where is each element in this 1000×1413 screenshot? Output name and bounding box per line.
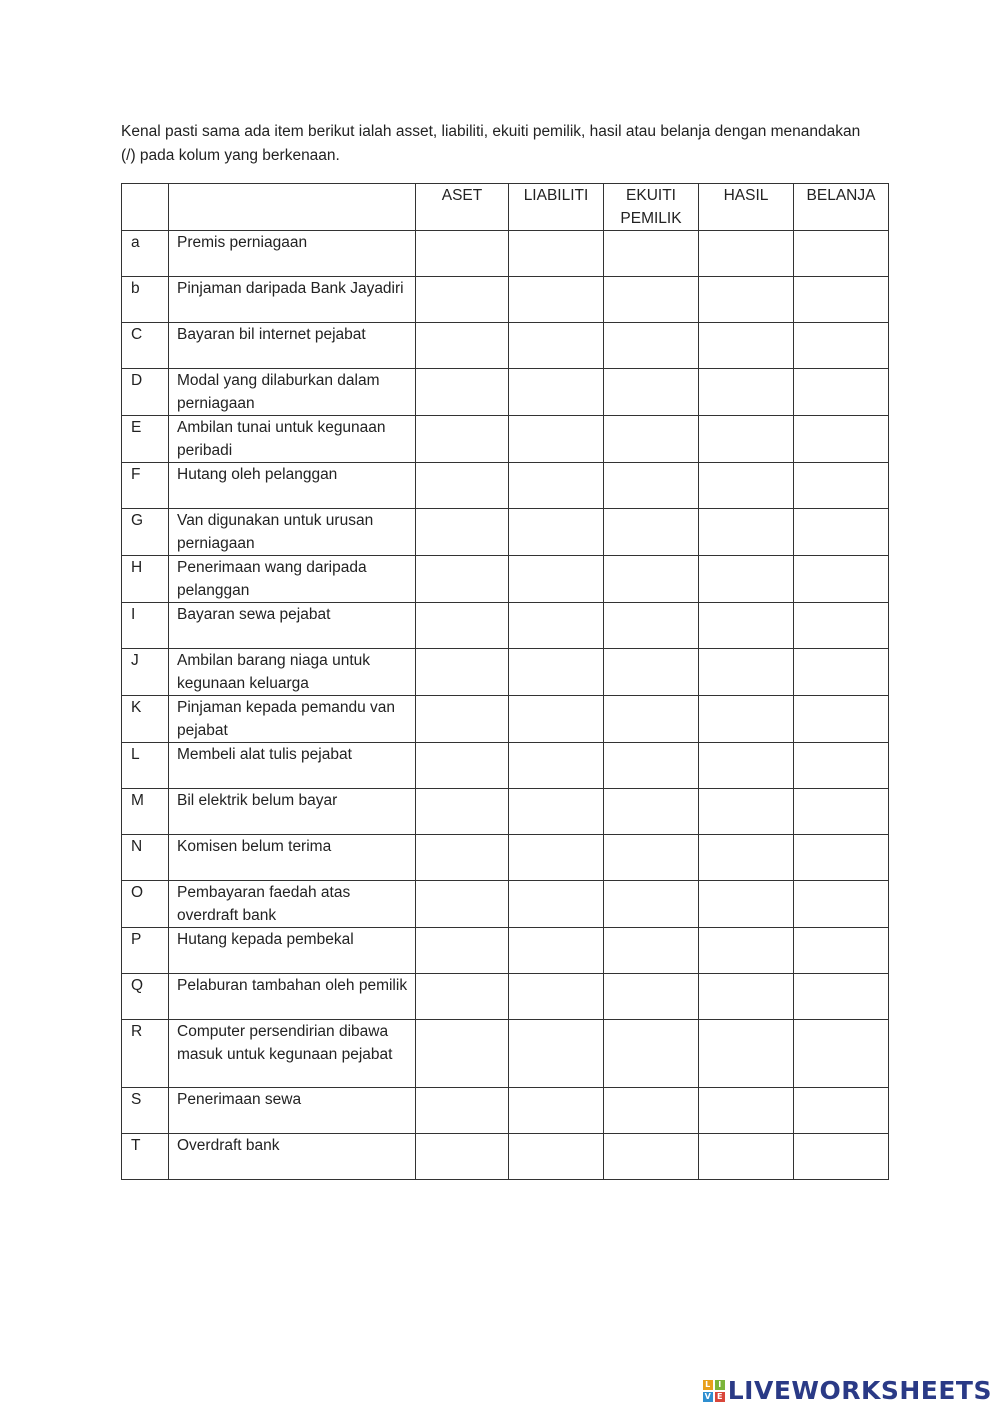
mark-cell-ekuiti-pemilik[interactable] — [604, 463, 699, 509]
mark-cell-liabiliti[interactable] — [509, 974, 604, 1020]
mark-cell-aset[interactable] — [416, 277, 509, 323]
table-row — [122, 1088, 889, 1134]
row-item: Computer persendirian dibawa masuk untuk kegunaan pejabat — [169, 1020, 416, 1088]
table-row — [122, 277, 889, 323]
mark-cell-hasil[interactable] — [699, 649, 794, 696]
mark-cell-liabiliti[interactable] — [509, 743, 604, 789]
mark-cell-hasil[interactable] — [699, 974, 794, 1020]
mark-cell-aset[interactable] — [416, 881, 509, 928]
classification-table — [121, 183, 889, 1180]
mark-cell-hasil[interactable] — [699, 881, 794, 928]
column-header-aset: ASET — [416, 184, 509, 231]
row-letter: a — [122, 231, 169, 277]
mark-cell-ekuiti-pemilik[interactable] — [604, 1020, 699, 1088]
mark-cell-aset[interactable] — [416, 231, 509, 277]
mark-cell-aset[interactable] — [416, 1020, 509, 1088]
row-item: Overdraft bank — [169, 1134, 416, 1180]
row-item: Membeli alat tulis pejabat — [169, 743, 416, 789]
row-item: Van digunakan untuk urusan perniagaan — [169, 509, 416, 556]
mark-cell-ekuiti-pemilik[interactable] — [604, 974, 699, 1020]
mark-cell-liabiliti[interactable] — [509, 603, 604, 649]
table-row — [122, 556, 889, 603]
mark-cell-hasil[interactable] — [699, 509, 794, 556]
mark-cell-belanja[interactable] — [794, 881, 889, 928]
mark-cell-ekuiti-pemilik[interactable] — [604, 1134, 699, 1180]
column-header-ekuiti-pemilik: EKUITI PEMILIK — [604, 184, 699, 231]
mark-cell-aset[interactable] — [416, 323, 509, 369]
mark-cell-belanja[interactable] — [794, 743, 889, 789]
row-item: Komisen belum terima — [169, 835, 416, 881]
mark-cell-belanja[interactable] — [794, 928, 889, 974]
row-item: Bayaran bil internet pejabat — [169, 323, 416, 369]
mark-cell-ekuiti-pemilik[interactable] — [604, 603, 699, 649]
header-row — [122, 184, 889, 231]
mark-cell-hasil[interactable] — [699, 1134, 794, 1180]
mark-cell-belanja[interactable] — [794, 416, 889, 463]
row-letter: K — [122, 696, 169, 743]
row-letter: Q — [122, 974, 169, 1020]
mark-cell-belanja[interactable] — [794, 1020, 889, 1088]
mark-cell-aset[interactable] — [416, 603, 509, 649]
mark-cell-ekuiti-pemilik[interactable] — [604, 743, 699, 789]
table-row — [122, 369, 889, 416]
mark-cell-belanja[interactable] — [794, 603, 889, 649]
mark-cell-liabiliti[interactable] — [509, 928, 604, 974]
mark-cell-ekuiti-pemilik[interactable] — [604, 789, 699, 835]
row-item: Premis perniagaan — [169, 231, 416, 277]
table-row — [122, 1020, 889, 1088]
row-item: Ambilan tunai untuk kegunaan peribadi — [169, 416, 416, 463]
row-letter: I — [122, 603, 169, 649]
row-item: Pinjaman kepada pemandu van pejabat — [169, 696, 416, 743]
row-item: Pelaburan tambahan oleh pemilik — [169, 974, 416, 1020]
mark-cell-liabiliti[interactable] — [509, 277, 604, 323]
mark-cell-hasil[interactable] — [699, 1088, 794, 1134]
row-letter: T — [122, 1134, 169, 1180]
mark-cell-ekuiti-pemilik[interactable] — [604, 696, 699, 743]
row-item: Hutang kepada pembekal — [169, 928, 416, 974]
table-row — [122, 323, 889, 369]
mark-cell-aset[interactable] — [416, 743, 509, 789]
mark-cell-belanja[interactable] — [794, 463, 889, 509]
table-row — [122, 789, 889, 835]
row-letter: F — [122, 463, 169, 509]
row-item: Penerimaan sewa — [169, 1088, 416, 1134]
mark-cell-liabiliti[interactable] — [509, 1020, 604, 1088]
row-item: Modal yang dilaburkan dalam perniagaan — [169, 369, 416, 416]
mark-cell-liabiliti[interactable] — [509, 649, 604, 696]
row-letter: D — [122, 369, 169, 416]
mark-cell-hasil[interactable] — [699, 696, 794, 743]
mark-cell-aset[interactable] — [416, 789, 509, 835]
row-letter: L — [122, 743, 169, 789]
mark-cell-hasil[interactable] — [699, 277, 794, 323]
mark-cell-liabiliti[interactable] — [509, 696, 604, 743]
mark-cell-ekuiti-pemilik[interactable] — [604, 556, 699, 603]
table-row — [122, 1134, 889, 1180]
mark-cell-ekuiti-pemilik[interactable] — [604, 231, 699, 277]
mark-cell-hasil[interactable] — [699, 231, 794, 277]
mark-cell-aset[interactable] — [416, 463, 509, 509]
mark-cell-aset[interactable] — [416, 1134, 509, 1180]
row-letter: b — [122, 277, 169, 323]
logo-block-e: E — [715, 1392, 725, 1402]
mark-cell-belanja[interactable] — [794, 556, 889, 603]
mark-cell-aset[interactable] — [416, 1088, 509, 1134]
column-header-belanja: BELANJA — [794, 184, 889, 231]
mark-cell-liabiliti[interactable] — [509, 369, 604, 416]
mark-cell-liabiliti[interactable] — [509, 323, 604, 369]
mark-cell-ekuiti-pemilik[interactable] — [604, 277, 699, 323]
mark-cell-aset[interactable] — [416, 928, 509, 974]
mark-cell-hasil[interactable] — [699, 463, 794, 509]
mark-cell-hasil[interactable] — [699, 323, 794, 369]
mark-cell-belanja[interactable] — [794, 649, 889, 696]
mark-cell-ekuiti-pemilik[interactable] — [604, 928, 699, 974]
mark-cell-liabiliti[interactable] — [509, 231, 604, 277]
table-row — [122, 509, 889, 556]
header-letter-cell — [122, 184, 169, 231]
mark-cell-liabiliti[interactable] — [509, 556, 604, 603]
mark-cell-belanja[interactable] — [794, 1134, 889, 1180]
mark-cell-belanja[interactable] — [794, 789, 889, 835]
mark-cell-belanja[interactable] — [794, 1088, 889, 1134]
mark-cell-hasil[interactable] — [699, 928, 794, 974]
liveworksheets-logo-icon — [703, 1380, 725, 1402]
mark-cell-ekuiti-pemilik[interactable] — [604, 1088, 699, 1134]
row-item: Bayaran sewa pejabat — [169, 603, 416, 649]
row-item: Pembayaran faedah atas overdraft bank — [169, 881, 416, 928]
mark-cell-hasil[interactable] — [699, 556, 794, 603]
mark-cell-aset[interactable] — [416, 649, 509, 696]
mark-cell-belanja[interactable] — [794, 231, 889, 277]
mark-cell-liabiliti[interactable] — [509, 881, 604, 928]
mark-cell-belanja[interactable] — [794, 323, 889, 369]
row-letter: S — [122, 1088, 169, 1134]
table-row — [122, 881, 889, 928]
mark-cell-liabiliti[interactable] — [509, 1134, 604, 1180]
mark-cell-hasil[interactable] — [699, 369, 794, 416]
mark-cell-ekuiti-pemilik[interactable] — [604, 416, 699, 463]
row-letter: E — [122, 416, 169, 463]
table-row — [122, 696, 889, 743]
mark-cell-belanja[interactable] — [794, 974, 889, 1020]
row-letter: M — [122, 789, 169, 835]
row-letter: N — [122, 835, 169, 881]
table-row — [122, 463, 889, 509]
mark-cell-hasil[interactable] — [699, 743, 794, 789]
mark-cell-belanja[interactable] — [794, 509, 889, 556]
mark-cell-ekuiti-pemilik[interactable] — [604, 369, 699, 416]
instruction-text: Kenal pasti sama ada item berikut ialah asset, liabiliti, ekuiti pemilik, hasil atau belanja dengan menandakan (/) pada kolum yang berkenaan. — [121, 123, 861, 164]
mark-cell-aset[interactable] — [416, 416, 509, 463]
liveworksheets-logo — [703, 1376, 992, 1405]
mark-cell-aset[interactable] — [416, 556, 509, 603]
table-row — [122, 416, 889, 463]
mark-cell-liabiliti[interactable] — [509, 1088, 604, 1134]
mark-cell-hasil[interactable] — [699, 1020, 794, 1088]
mark-cell-ekuiti-pemilik[interactable] — [604, 835, 699, 881]
logo-block-i: I — [715, 1380, 725, 1390]
row-item: Bil elektrik belum bayar — [169, 789, 416, 835]
mark-cell-liabiliti[interactable] — [509, 416, 604, 463]
row-letter: H — [122, 556, 169, 603]
row-letter: J — [122, 649, 169, 696]
row-letter: C — [122, 323, 169, 369]
mark-cell-liabiliti[interactable] — [509, 509, 604, 556]
mark-cell-belanja[interactable] — [794, 277, 889, 323]
mark-cell-belanja[interactable] — [794, 696, 889, 743]
row-letter: G — [122, 509, 169, 556]
table-row — [122, 974, 889, 1020]
row-item: Hutang oleh pelanggan — [169, 463, 416, 509]
row-letter: R — [122, 1020, 169, 1088]
mark-cell-ekuiti-pemilik[interactable] — [604, 649, 699, 696]
column-header-hasil: HASIL — [699, 184, 794, 231]
mark-cell-hasil[interactable] — [699, 789, 794, 835]
mark-cell-ekuiti-pemilik[interactable] — [604, 323, 699, 369]
header-item-cell — [169, 184, 416, 231]
mark-cell-belanja[interactable] — [794, 835, 889, 881]
mark-cell-ekuiti-pemilik[interactable] — [604, 509, 699, 556]
mark-cell-liabiliti[interactable] — [509, 835, 604, 881]
mark-cell-hasil[interactable] — [699, 835, 794, 881]
mark-cell-aset[interactable] — [416, 509, 509, 556]
mark-cell-liabiliti[interactable] — [509, 789, 604, 835]
table-row — [122, 743, 889, 789]
mark-cell-ekuiti-pemilik[interactable] — [604, 881, 699, 928]
row-letter: O — [122, 881, 169, 928]
logo-block-l: L — [703, 1380, 713, 1390]
mark-cell-belanja[interactable] — [794, 369, 889, 416]
mark-cell-hasil[interactable] — [699, 416, 794, 463]
mark-cell-aset[interactable] — [416, 369, 509, 416]
row-item: Penerimaan wang daripada pelanggan — [169, 556, 416, 603]
table-row — [122, 835, 889, 881]
table-row — [122, 603, 889, 649]
mark-cell-aset[interactable] — [416, 974, 509, 1020]
logo-block-v: V — [704, 1391, 711, 1401]
row-item: Ambilan barang niaga untuk kegunaan keluarga — [169, 649, 416, 696]
row-letter: P — [122, 928, 169, 974]
mark-cell-aset[interactable] — [416, 835, 509, 881]
table-row — [122, 231, 889, 277]
table-row — [122, 649, 889, 696]
column-header-liabiliti: LIABILITI — [509, 184, 604, 231]
row-item: Pinjaman daripada Bank Jayadiri — [169, 277, 416, 323]
logo-text: LIVEWORKSHEETS — [727, 1376, 992, 1405]
mark-cell-hasil[interactable] — [699, 603, 794, 649]
table-row — [122, 928, 889, 974]
mark-cell-liabiliti[interactable] — [509, 463, 604, 509]
mark-cell-aset[interactable] — [416, 696, 509, 743]
